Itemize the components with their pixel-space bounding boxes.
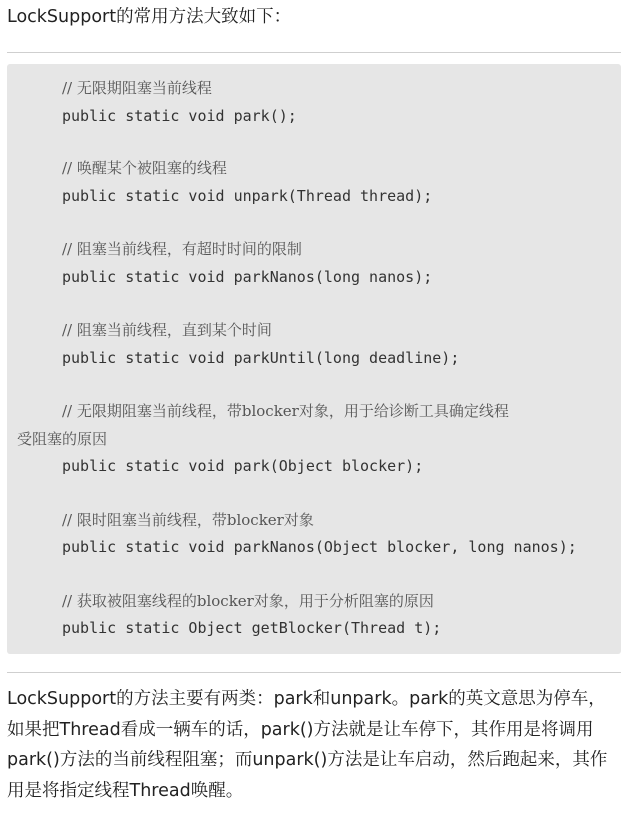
code-comment-parknanos: // 阻塞当前线程，有超时时间的限制 (62, 240, 302, 258)
outro-line: park()方法的当前线程阻塞；而unpark()方法是让车启动，然后跑起来，其作 (7, 750, 608, 770)
code-line-unpark: public static void unpark(Thread thread); (62, 187, 433, 205)
intro-text: LockSupport的常用方法大致如下： (7, 7, 292, 27)
divider-bottom (7, 672, 621, 673)
code-comment-park-blocker-cont: 受阻塞的原因 (17, 430, 108, 448)
code-comment-getblocker: // 获取被阻塞线程的blocker对象，用于分析阻塞的原因 (62, 592, 434, 610)
code-comment-parkuntil: // 阻塞当前线程，直到某个时间 (62, 321, 272, 339)
code-comment-unpark: // 唤醒某个被阻塞的线程 (62, 159, 227, 177)
outro-line: 如果把Thread看成一辆车的话，park()方法就是让车停下，其作用是将调用 (7, 719, 594, 740)
code-comment-park-blocker: // 无限期阻塞当前线程，带blocker对象，用于给诊断工具确定线程 (62, 402, 509, 420)
code-line-park-blocker: public static void park(Object blocker); (62, 457, 424, 475)
divider-top (7, 52, 621, 53)
code-line-parknanos: public static void parkNanos(long nanos); (62, 268, 433, 286)
code-line-parkuntil: public static void parkUntil(long deadline); (62, 349, 460, 367)
code-block (7, 64, 621, 654)
code-line-getblocker: public static Object getBlocker(Thread t); (62, 619, 442, 637)
code-comment-park: // 无限期阻塞当前线程 (62, 79, 212, 97)
code-line-parknanos-blocker: public static void parkNanos(Object blocker, long nanos); (62, 538, 577, 556)
outro-paragraph (7, 684, 623, 806)
code-line-park: public static void park(); (62, 107, 297, 125)
outro-line: 用是将指定线程Thread唤醒。 (7, 780, 244, 801)
code-comment-parknanos-blocker: // 限时阻塞当前线程，带blocker对象 (62, 511, 314, 529)
outro-line: LockSupport的方法主要有两类：park和unpark。park的英文意思为停车， (7, 689, 606, 709)
